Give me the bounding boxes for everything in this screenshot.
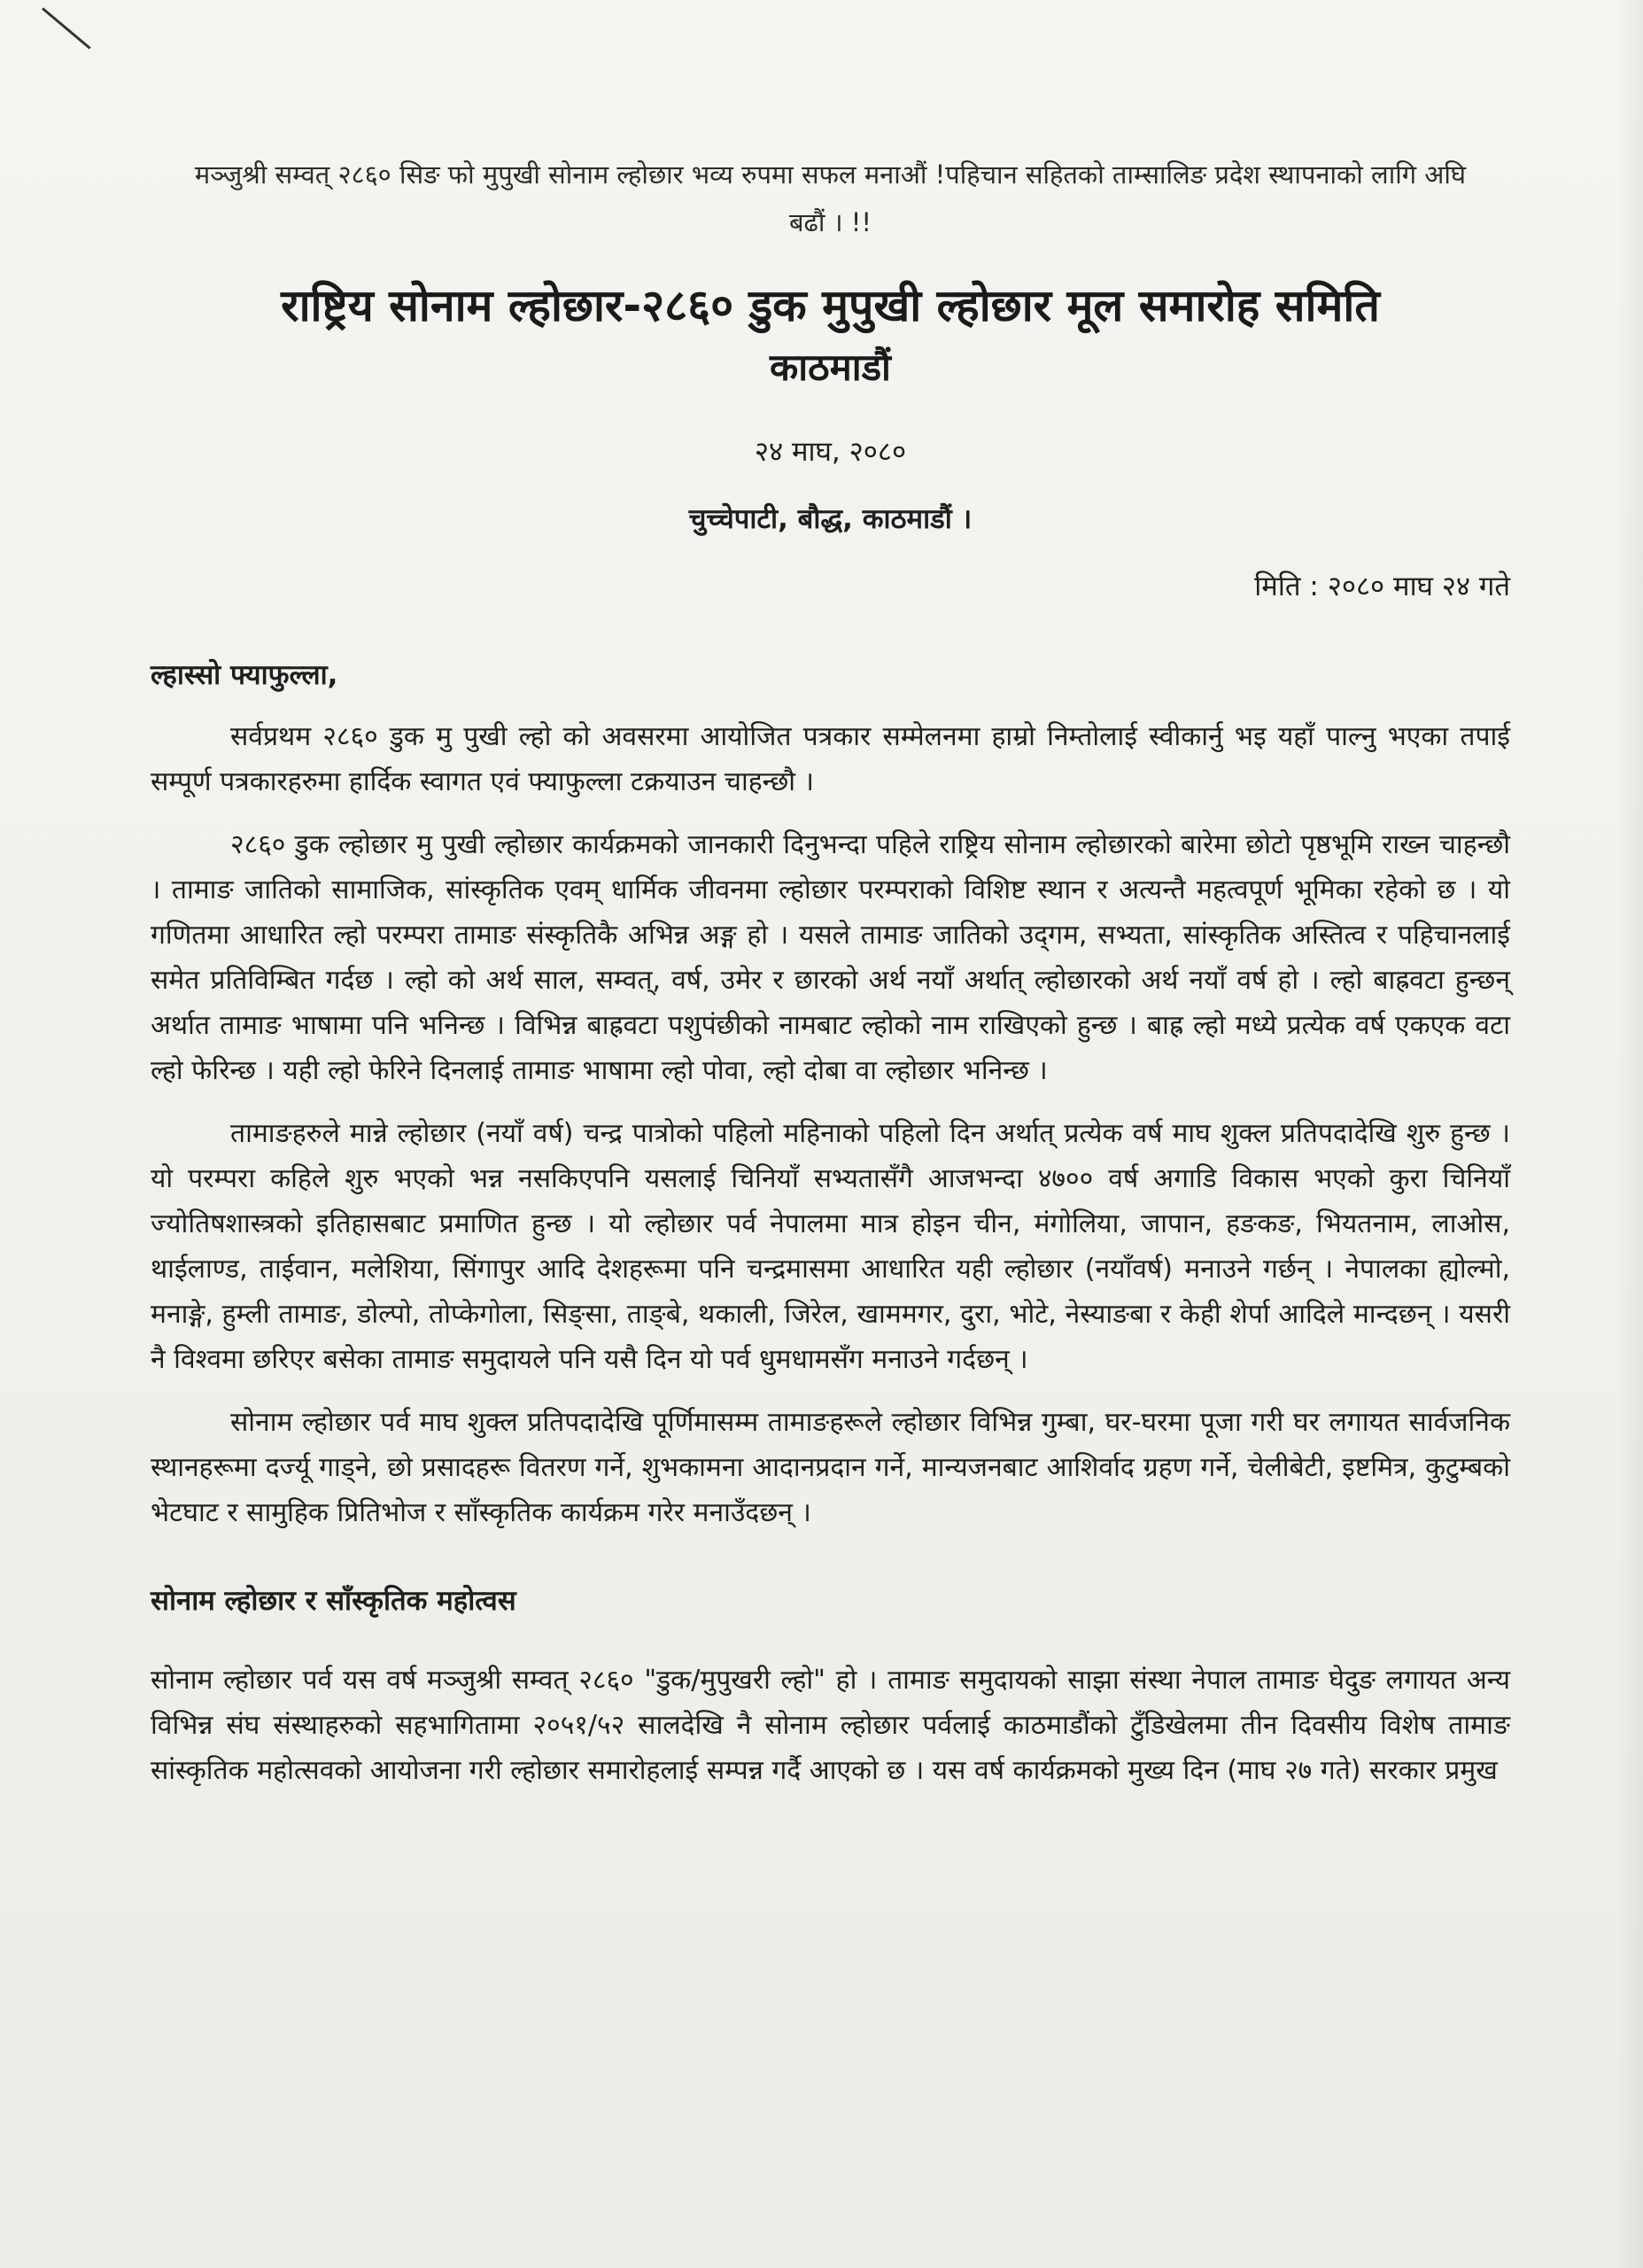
paragraph-4: सोनाम ल्होछार पर्व माघ शुक्ल प्रतिपदादेखि पूर्णिमासम्म तामाङहरूले ल्होछार विभिन्न गुम्बा, घर-घरमा पूजा गरी घर लगायत सार्वजनिक स्थानहरूमा दर्ज्यू गाड्ने, छो प्रसादहरू वितरण गर्ने, शुभकामना आदानप्रदान गर्ने, मान्यजनबाट आशिर्वाद ग्रहण गर्ने, चेलीबेटी, इष्टमित्र, कुटुम्बको भेटघाट र सामुहिक प्रितिभोज र साँस्कृतिक कार्यक्रम गरेर मनाउँदछन् । <box>151 1407 1510 1528</box>
header-address: चुच्चेपाटी, बौद्ध, काठमाडौं । <box>688 503 973 535</box>
paragraph-2: २८६० डुक ल्होछार मु पुखी ल्होछार कार्यक्रमको जानकारी दिनुभन्दा पहिले राष्ट्रिय सोनाम ल्होछारको बारेमा छोटो पृष्ठभूमि राख्न चाहन्छौ । तामाङ जातिको सामाजिक, सांस्कृतिक एवम् धार्मिक जीवनमा ल्होछार परम्पराको विशिष्ट स्थान र अत्यन्तै महत्वपूर्ण भूमिका रहेको छ । यो गणितमा आधारित ल्हो परम्परा तामाङ संस्कृतिकै अभिन्न अङ्ग हो । यसले तामाङ जातिको उद्‌गम, सभ्यता, सांस्कृतिक अस्तित्व र पहिचानलाई समेत प्रतिविम्बित गर्दछ । ल्हो को अर्थ साल, सम्वत्, वर्ष, उमेर र छारको अर्थ नयाँ अर्थात् ल्होछारको अर्थ नयाँ वर्ष हो । ल्हो बाह्रवटा हुन्छन् अर्थात तामाङ भाषामा पनि भनिन्छ । विभिन्न बाह्रवटा पशुपंछीको नामबाट ल्होको नाम राखिएको हुन्छ । बाह्र ल्हो मध्ये प्रत्येक वर्ष एकएक वटा ल्हो फेरिन्छ । यही ल्हो फेरिने दिनलाई तामाङ भाषामा ल्हो पोवा, ल्हो दोबा वा ल्होछार भनिन्छ । <box>151 829 1510 1086</box>
greeting: ल्हास्सो फ्याफुल्ला, <box>151 659 338 691</box>
letter-date: मिति : २०८० माघ २४ गते <box>1254 571 1510 602</box>
paragraph-3: तामाङहरुले मान्ने ल्होछार (नयाँ वर्ष) चन्द्र पात्रोको पहिलो महिनाको पहिलो दिन अर्थात् प्रत्येक वर्ष माघ शुक्ल प्रतिपदादेखि शुरु हुन्छ । यो परम्परा कहिले शुरु भएको भन्न नसकिएपनि यसलाई चिनियाँ सभ्यतासँगै आजभन्दा ४७०० वर्ष अगाडि विकास भएको कुरा चिनियाँ ज्योतिषशास्त्रको इतिहासबाट प्रमाणित हुन्छ । यो ल्होछार पर्व नेपालमा मात्र होइन चीन, मंगोलिया, जापान, हङकङ, भियतनाम, लाओस, थाईलाण्ड, ताईवान, मलेशिया, सिंगापुर आदि देशहरूमा पनि चन्द्रमासमा आधारित यही ल्होछार (नयाँवर्ष) मनाउने गर्छन् । नेपालका ह्योल्मो, मनाङ्गे, हुम्ली तामाङ, डोल्पो, तोप्केगोला, सिङ्सा, ताङ्बे, थकाली, जिरेल, खाममगर, दुरा, भोटे, नेस्याङबा र केही शेर्पा आदिले मान्दछन् । यसरी नै विश्वमा छरिएर बसेका तामाङ समुदायले पनि यसै दिन यो पर्व धुमधामसँग मनाउने गर्दछन् । <box>151 1118 1510 1375</box>
document-title: राष्ट्रिय सोनाम ल्होछार-२८६० डुक मुपुखी ल्होछार मूल समारोह समिति <box>281 280 1380 331</box>
paragraph-1: सर्वप्रथम २८६० डुक मु पुखी ल्हो को अवसरमा आयोजित पत्रकार सम्मेलनमा हाम्रो निम्तोलाई स्वीकार्नु भइ यहाँ पाल्नु भएका तपाई सम्पूर्ण पत्रकारहरुमा हार्दिक स्वागत एवं फ्याफुल्ला टक्रयाउन चाहन्छौ । <box>151 721 1510 797</box>
paragraph-5: सोनाम ल्होछार पर्व यस वर्ष मञ्जुश्री सम्वत् २८६० "डुक/मुपुखरी ल्हो" हो । तामाङ समुदायको साझा संस्था नेपाल तामाङ घेदुङ लगायत अन्य विभिन्न संघ संस्थाहरुको सहभागितामा २०५१/५२ सालदेखि नै सोनाम ल्होछार पर्वलाई काठमाडौंको टुँडिखेलमा तीन दिवसीय विशेष तामाङ सांस्कृतिक महोत्सवको आयोजना गरी ल्होछार समारोहलाई सम्पन्न गर्दै आएको छ । यस वर्ष कार्यक्रमको मुख्य दिन (माघ २७ गते) सरकार प्रमुख <box>151 1665 1510 1786</box>
document-subtitle: काठमाडौं <box>770 346 891 389</box>
header-date: २४ माघ, २०८० <box>754 436 907 468</box>
pen-mark <box>42 7 91 49</box>
section-heading: सोनाम ल्होछार र साँस्कृतिक महोत्वस <box>151 1585 516 1617</box>
slogan-text: मञ्जुश्री सम्वत् २८६० सिङ फो मुपुखी सोनाम ल्होछार भव्य रुपमा सफल मनाऔं !पहिचान सहितको ताम्सालिङ प्रदेश स्थापनाको लागि अघि बढौं । !! <box>194 159 1467 237</box>
paper-edge-shadow <box>1616 0 1643 2268</box>
